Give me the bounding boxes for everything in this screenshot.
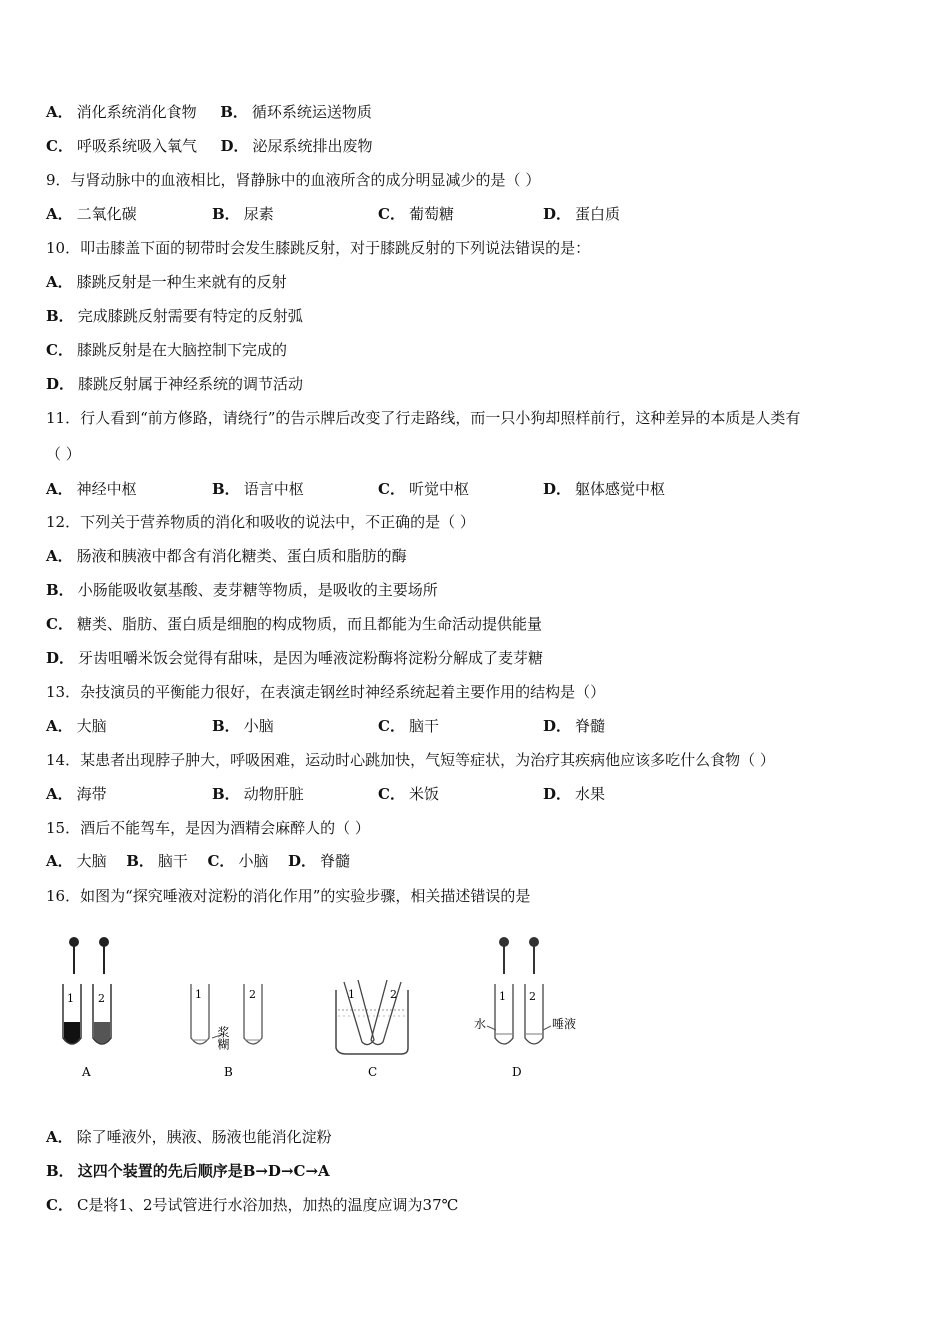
q14-option-a: A． 海带 [46, 785, 107, 803]
q9-options [0, 204, 950, 224]
q9-stem: 9．与肾动脉中的血液相比，肾静脉中的血液所含的成分明显减少的是（ ） [46, 171, 541, 189]
q9-option-d: D． 蛋白质 [543, 205, 621, 223]
q13-option-c: C． 脑干 [378, 717, 439, 735]
q12-option-b: B． 小肠能吸收氨基酸、麦芽糖等物质，是吸收的主要场所 [46, 581, 438, 599]
option-label: A． [46, 103, 73, 121]
q13-option-d: D． 脊髓 [543, 717, 606, 735]
q12-option-c: C． 糖类、脂肪、蛋白质是细胞的构成物质，而且都能为生命活动提供能量 [46, 615, 542, 633]
q10-option-c: C． 膝跳反射是在大脑控制下完成的 [46, 341, 287, 359]
q9-option-b: B． 尿素 [212, 205, 274, 223]
experiment-figure [46, 930, 606, 1090]
q12-option-d: D． 牙齿咀嚼米饭会觉得有甜味，是因为唾液淀粉酶将淀粉分解成了麦芽糖 [46, 649, 544, 667]
q13-options [0, 716, 950, 736]
panel-c [336, 980, 408, 1079]
q11-option-a: A． 神经中枢 [46, 480, 137, 498]
q13-option-b: B． 小脑 [212, 717, 274, 735]
svg-text:1: 1 [499, 990, 506, 1003]
panel-b [191, 984, 262, 1079]
svg-text:水: 水 [474, 1017, 487, 1031]
q15-options: A． 大脑 B． 脑干 C． 小脑 D． 脊髓 [46, 852, 351, 870]
q14-option-d: D． 水果 [543, 785, 606, 803]
svg-text:唾液: 唾液 [552, 1017, 577, 1031]
svg-text:1: 1 [348, 988, 355, 1001]
option-label: C． [46, 137, 73, 155]
q11-option-b: B． 语言中枢 [212, 480, 304, 498]
q9-option-c: C． 葡萄糖 [378, 205, 454, 223]
q9-option-a: A． 二氧化碳 [46, 205, 137, 223]
option-label: D． [220, 137, 249, 155]
q14-option-b: B． 动物肝脏 [212, 785, 304, 803]
svg-text:2: 2 [390, 988, 397, 1001]
panel-d [474, 937, 576, 1079]
q11-stem-blank: （ ） [46, 445, 81, 463]
q10-option-b: B． 完成膝跳反射需要有特定的反射弧 [46, 307, 303, 325]
q13-option-a: A． 大脑 [46, 717, 107, 735]
option-text: 呼吸系统吸入氧气 [76, 137, 197, 155]
q8-options-row-2 [46, 136, 373, 156]
q14-stem: 14．某患者出现脖子肿大，呼吸困难，运动时心跳加快，气短等症状，为治疗其疾病他应该多吃什么食物（ ） [46, 751, 775, 769]
q11-options [0, 479, 950, 499]
svg-text:2: 2 [249, 988, 256, 1001]
svg-text:2: 2 [98, 992, 105, 1005]
q10-option-a: A． 膝跳反射是一种生来就有的反射 [46, 273, 287, 291]
q12-option-a: A． 肠液和胰液中都含有消化糖类、蛋白质和脂肪的酶 [46, 547, 407, 565]
q16-stem: 16．如图为“探究唾液对淀粉的消化作用”的实验步骤，相关描述错误的是 [46, 887, 531, 905]
q16-option-b: B． 这四个装置的先后顺序是B→D→C→A [46, 1162, 330, 1180]
svg-text:1: 1 [195, 988, 202, 1001]
q12-stem: 12．下列关于营养物质的消化和吸收的说法中，不正确的是（ ） [46, 513, 475, 531]
panel-a [63, 937, 111, 1079]
svg-text:A: A [82, 1065, 91, 1079]
q11-option-c: C． 听觉中枢 [378, 480, 469, 498]
q14-option-c: C． 米饭 [378, 785, 439, 803]
svg-text:C: C [368, 1065, 378, 1079]
option-text: 泌尿系统排出废物 [252, 137, 373, 155]
q15-stem: 15．酒后不能驾车，是因为酒精会麻醉人的（ ） [46, 819, 370, 837]
svg-text:浆糊: 浆糊 [216, 1026, 230, 1050]
svg-text:2: 2 [529, 990, 536, 1003]
option-text: 消化系统消化食物 [76, 103, 197, 121]
q10-option-d: D． 膝跳反射属于神经系统的调节活动 [46, 375, 304, 393]
svg-text:B: B [224, 1065, 233, 1079]
q8-options-row-1 [46, 102, 372, 122]
q13-stem: 13．杂技演员的平衡能力很好，在表演走钢丝时神经系统起着主要作用的结构是（） [46, 683, 606, 701]
q16-option-c: C． C是将1、2号试管进行水浴加热，加热的温度应调为37℃ [46, 1196, 459, 1214]
q11-option-d: D． 躯体感觉中枢 [543, 480, 666, 498]
q10-stem: 10．叩击膝盖下面的韧带时会发生膝跳反射，对于膝跳反射的下列说法错误的是： [46, 239, 591, 257]
q16-option-a: A． 除了唾液外，胰液、肠液也能消化淀粉 [46, 1128, 332, 1146]
svg-text:D: D [512, 1065, 522, 1079]
option-text: 循环系统运送物质 [251, 103, 372, 121]
q14-options [0, 784, 950, 804]
option-label: B． [220, 103, 248, 121]
q11-stem: 11．行人看到“前方修路，请绕行”的告示牌后改变了行走路线，而一只小狗却照样前行，这种差异的本质是人类有 [46, 409, 801, 427]
svg-text:1: 1 [67, 992, 74, 1005]
